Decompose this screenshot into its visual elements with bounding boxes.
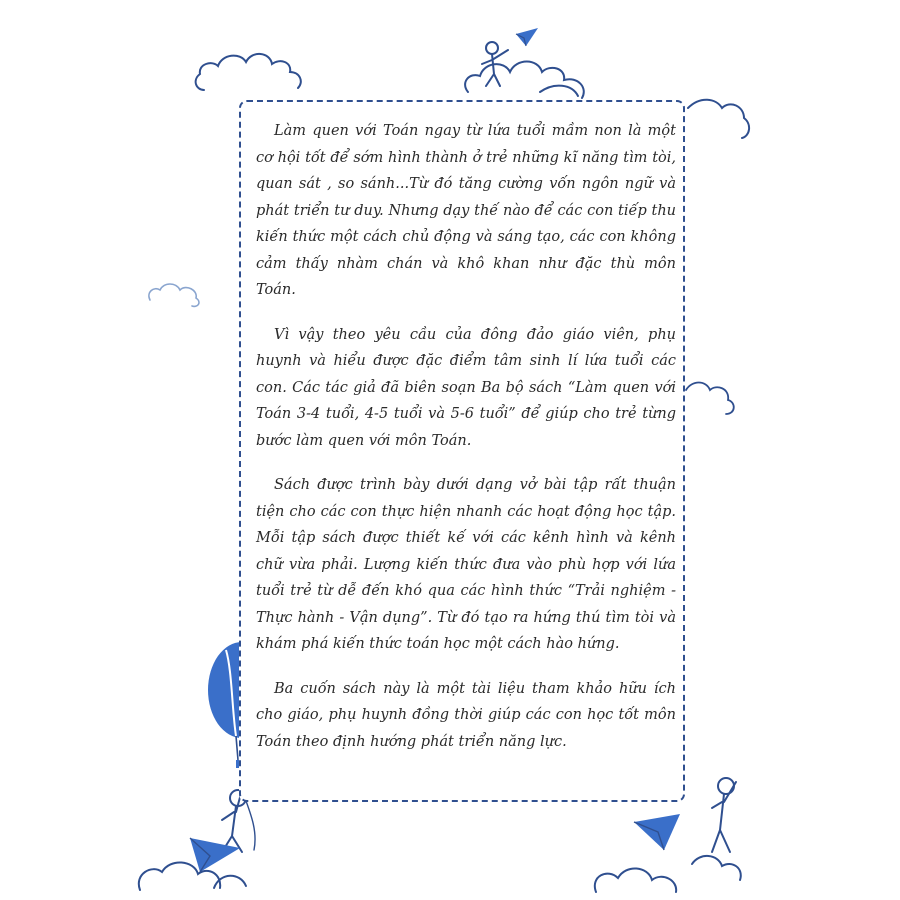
preface-text	[256, 118, 676, 773]
paper-plane-icon	[190, 838, 240, 872]
paragraph-1: Làm quen với Toán ngay từ lứa tuổi mầm non là một cơ hội tốt để sớm hình thành ở trẻ những kĩ năng tìm tòi, quan sát , so sánh...Từ đó tăng cường vốn ngôn ngữ và phát triển tư duy. Nhưng dạy thế nào để các con tiếp thu kiến thức một cách chủ động và sáng tạo, các con không cảm thấy nhàm chán và khô khan như đặc thù môn Toán.	[256, 123, 676, 298]
cloud-icon	[149, 284, 199, 306]
cloud-icon	[196, 54, 301, 90]
cloud-icon	[686, 383, 734, 415]
cloud-icon	[139, 862, 246, 890]
cloud-icon	[688, 100, 749, 138]
stick-figure-icon	[712, 778, 736, 852]
paper-plane-icon	[634, 814, 680, 850]
paragraph-2: Vì vậy theo yêu cầu của đông đảo giáo viên, phụ huynh và hiểu được đặc điểm tâm sinh lí lứa tuổi các con. Các tác giả đã biên soạn Ba bộ sách “Làm quen với Toán 3-4 tuổi, 4-5 tuổi và 5-6 tuổi” để giúp cho trẻ từng bước làm quen với môn Toán.	[256, 326, 676, 449]
cloud-icon	[465, 62, 584, 99]
cloud-icon	[595, 856, 741, 892]
paragraph-3: Sách được trình bày dưới dạng vở bài tập rất thuận tiện cho các con thực hiện nhanh các hoạt động học tập. Mỗi tập sách được thiết kế với các kênh hình và kênh chữ vừa phải. Lượng kiến thức đưa vào phù hợp với lứa tuổi trẻ từ dễ đến khó qua các hình thức “Trải nghiệm - Thực hành - Vận dụng”. Từ đó tạo ra hứng thú tìm tòi và khám phá kiến thức toán học một cách hào hứng.	[256, 477, 676, 652]
paper-plane-icon	[516, 28, 538, 46]
paragraph-4: Ba cuốn sách này là một tài liệu tham khảo hữu ích cho giáo, phụ huynh đồng thời giúp các con học tốt môn Toán theo định hướng phát triển năng lực.	[256, 680, 676, 750]
